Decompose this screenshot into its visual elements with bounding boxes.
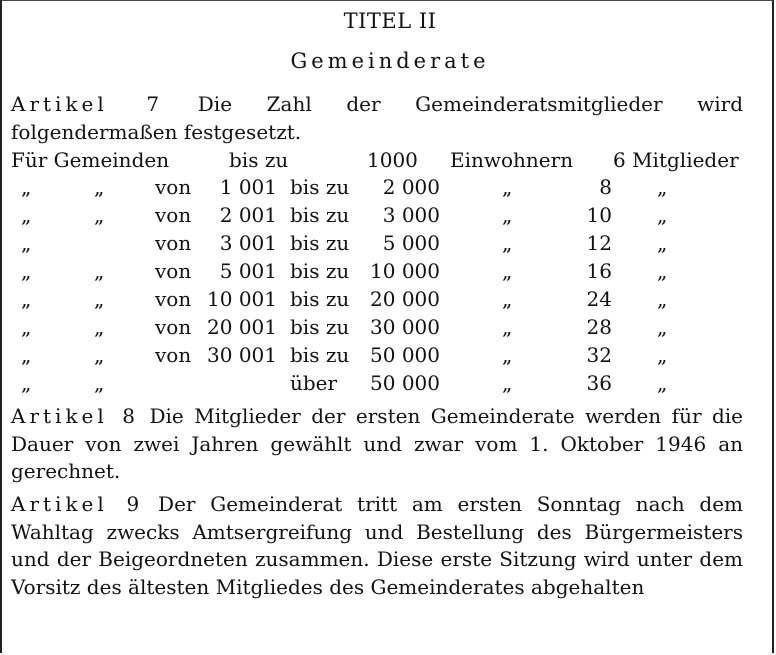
member-count: 32 bbox=[586, 343, 612, 367]
range-from: 2 001 bbox=[219, 203, 277, 227]
von-label: von bbox=[155, 231, 192, 255]
ditto-mark: „ bbox=[94, 343, 105, 367]
header-bis-zu: bis zu bbox=[229, 148, 289, 172]
table-row bbox=[2, 231, 776, 259]
header-mitglieder: 6 Mitglieder bbox=[613, 148, 739, 172]
range-to: 10 000 bbox=[370, 259, 440, 283]
ditto-mark: „ bbox=[502, 343, 513, 367]
article-9-text: Der Gemeinderat tritt am ersten Sonntag nach dem Wahltag zwecks Amtsergreifung und Bestellung des Bürgermeisters und der Beigeordneten zusammen. Diese erste Sitzung wird unter dem Vorsitz des ältesten Mitgliedes des Gemeinderates abgehalten bbox=[11, 492, 743, 599]
document-title: TITEL II bbox=[343, 9, 437, 33]
ditto-mark: „ bbox=[657, 371, 668, 395]
ditto-mark: „ bbox=[21, 175, 32, 199]
range-to: 5 000 bbox=[382, 231, 440, 255]
ditto-mark: „ bbox=[94, 287, 105, 311]
article-7-text: Die Zahl der Gemeinderatsmitglieder wird folgendermaßen festgesetzt. bbox=[11, 92, 744, 144]
table-row bbox=[2, 203, 776, 231]
member-count: 12 bbox=[586, 231, 612, 255]
header-1000: 1000 bbox=[367, 148, 418, 172]
header-gemeinden: Für Gemeinden bbox=[11, 148, 170, 172]
range-from: 10 001 bbox=[207, 287, 277, 311]
ditto-mark: „ bbox=[657, 287, 668, 311]
article-8 bbox=[11, 403, 743, 486]
ditto-mark: „ bbox=[502, 315, 513, 339]
ditto-mark: „ bbox=[21, 259, 32, 283]
bis-label: über bbox=[290, 371, 338, 395]
ditto-mark: „ bbox=[21, 287, 32, 311]
ditto-mark: „ bbox=[21, 231, 32, 255]
ditto-mark: „ bbox=[94, 371, 105, 395]
member-count: 36 bbox=[586, 371, 612, 395]
range-to: 50 000 bbox=[370, 371, 440, 395]
range-from: 3 001 bbox=[219, 231, 277, 255]
article-8-text: Die Mitglieder der ersten Gemeinderate werden für die Dauer von zwei Jahren gewählt und zwar vom 1. Oktober 1946 an gerechnet. bbox=[11, 404, 744, 483]
ditto-mark: „ bbox=[21, 315, 32, 339]
range-from: 30 001 bbox=[207, 343, 277, 367]
von-label: von bbox=[155, 259, 192, 283]
article-8-label: Artikel 8 bbox=[11, 404, 139, 428]
ditto-mark: „ bbox=[21, 343, 32, 367]
ditto-mark: „ bbox=[502, 259, 513, 283]
table-row bbox=[2, 343, 776, 371]
table-row bbox=[2, 259, 776, 287]
von-label: von bbox=[155, 287, 192, 311]
ditto-mark: „ bbox=[502, 175, 513, 199]
range-from: 20 001 bbox=[207, 315, 277, 339]
article-7-label: Artikel 7 bbox=[11, 92, 164, 116]
member-count: 10 bbox=[586, 203, 612, 227]
ditto-mark: „ bbox=[502, 203, 513, 227]
von-label: von bbox=[155, 315, 192, 339]
article-9 bbox=[11, 491, 743, 601]
table-row bbox=[2, 371, 776, 399]
range-to: 30 000 bbox=[370, 315, 440, 339]
ditto-mark: „ bbox=[657, 203, 668, 227]
bis-label: bis zu bbox=[290, 259, 350, 283]
range-to: 50 000 bbox=[370, 343, 440, 367]
bis-label: bis zu bbox=[290, 343, 350, 367]
table-row bbox=[2, 287, 776, 315]
bis-label: bis zu bbox=[290, 231, 350, 255]
bis-label: bis zu bbox=[290, 287, 350, 311]
ditto-mark: „ bbox=[502, 287, 513, 311]
ditto-mark: „ bbox=[657, 259, 668, 283]
range-from: 5 001 bbox=[219, 259, 277, 283]
ditto-mark: „ bbox=[657, 343, 668, 367]
table-header bbox=[11, 148, 771, 175]
bis-label: bis zu bbox=[290, 203, 350, 227]
ditto-mark: „ bbox=[502, 231, 513, 255]
member-count: 16 bbox=[586, 259, 612, 283]
ditto-mark: „ bbox=[502, 371, 513, 395]
ditto-mark: „ bbox=[94, 259, 105, 283]
article-9-label: Artikel 9 bbox=[11, 492, 144, 516]
bis-label: bis zu bbox=[290, 175, 350, 199]
ditto-mark: „ bbox=[21, 203, 32, 227]
ditto-mark: „ bbox=[94, 203, 105, 227]
header-einwohnern: Einwohnern bbox=[450, 148, 574, 172]
range-to: 20 000 bbox=[370, 287, 440, 311]
bis-label: bis zu bbox=[290, 315, 350, 339]
ditto-mark: „ bbox=[94, 315, 105, 339]
range-to: 3 000 bbox=[382, 203, 440, 227]
ditto-mark: „ bbox=[657, 231, 668, 255]
von-label: von bbox=[155, 343, 192, 367]
ditto-mark: „ bbox=[94, 175, 105, 199]
member-count: 8 bbox=[599, 175, 612, 199]
document-subtitle: Gemeinderate bbox=[290, 49, 490, 73]
range-to: 2 000 bbox=[382, 175, 440, 199]
range-from: 1 001 bbox=[219, 175, 277, 199]
table-row bbox=[2, 175, 776, 203]
ditto-mark: „ bbox=[657, 175, 668, 199]
member-count: 24 bbox=[586, 287, 612, 311]
ditto-mark: „ bbox=[657, 315, 668, 339]
von-label: von bbox=[155, 203, 192, 227]
member-count: 28 bbox=[586, 315, 612, 339]
table-row bbox=[2, 315, 776, 343]
article-7 bbox=[11, 91, 743, 146]
von-label: von bbox=[155, 175, 192, 199]
ditto-mark: „ bbox=[21, 371, 32, 395]
